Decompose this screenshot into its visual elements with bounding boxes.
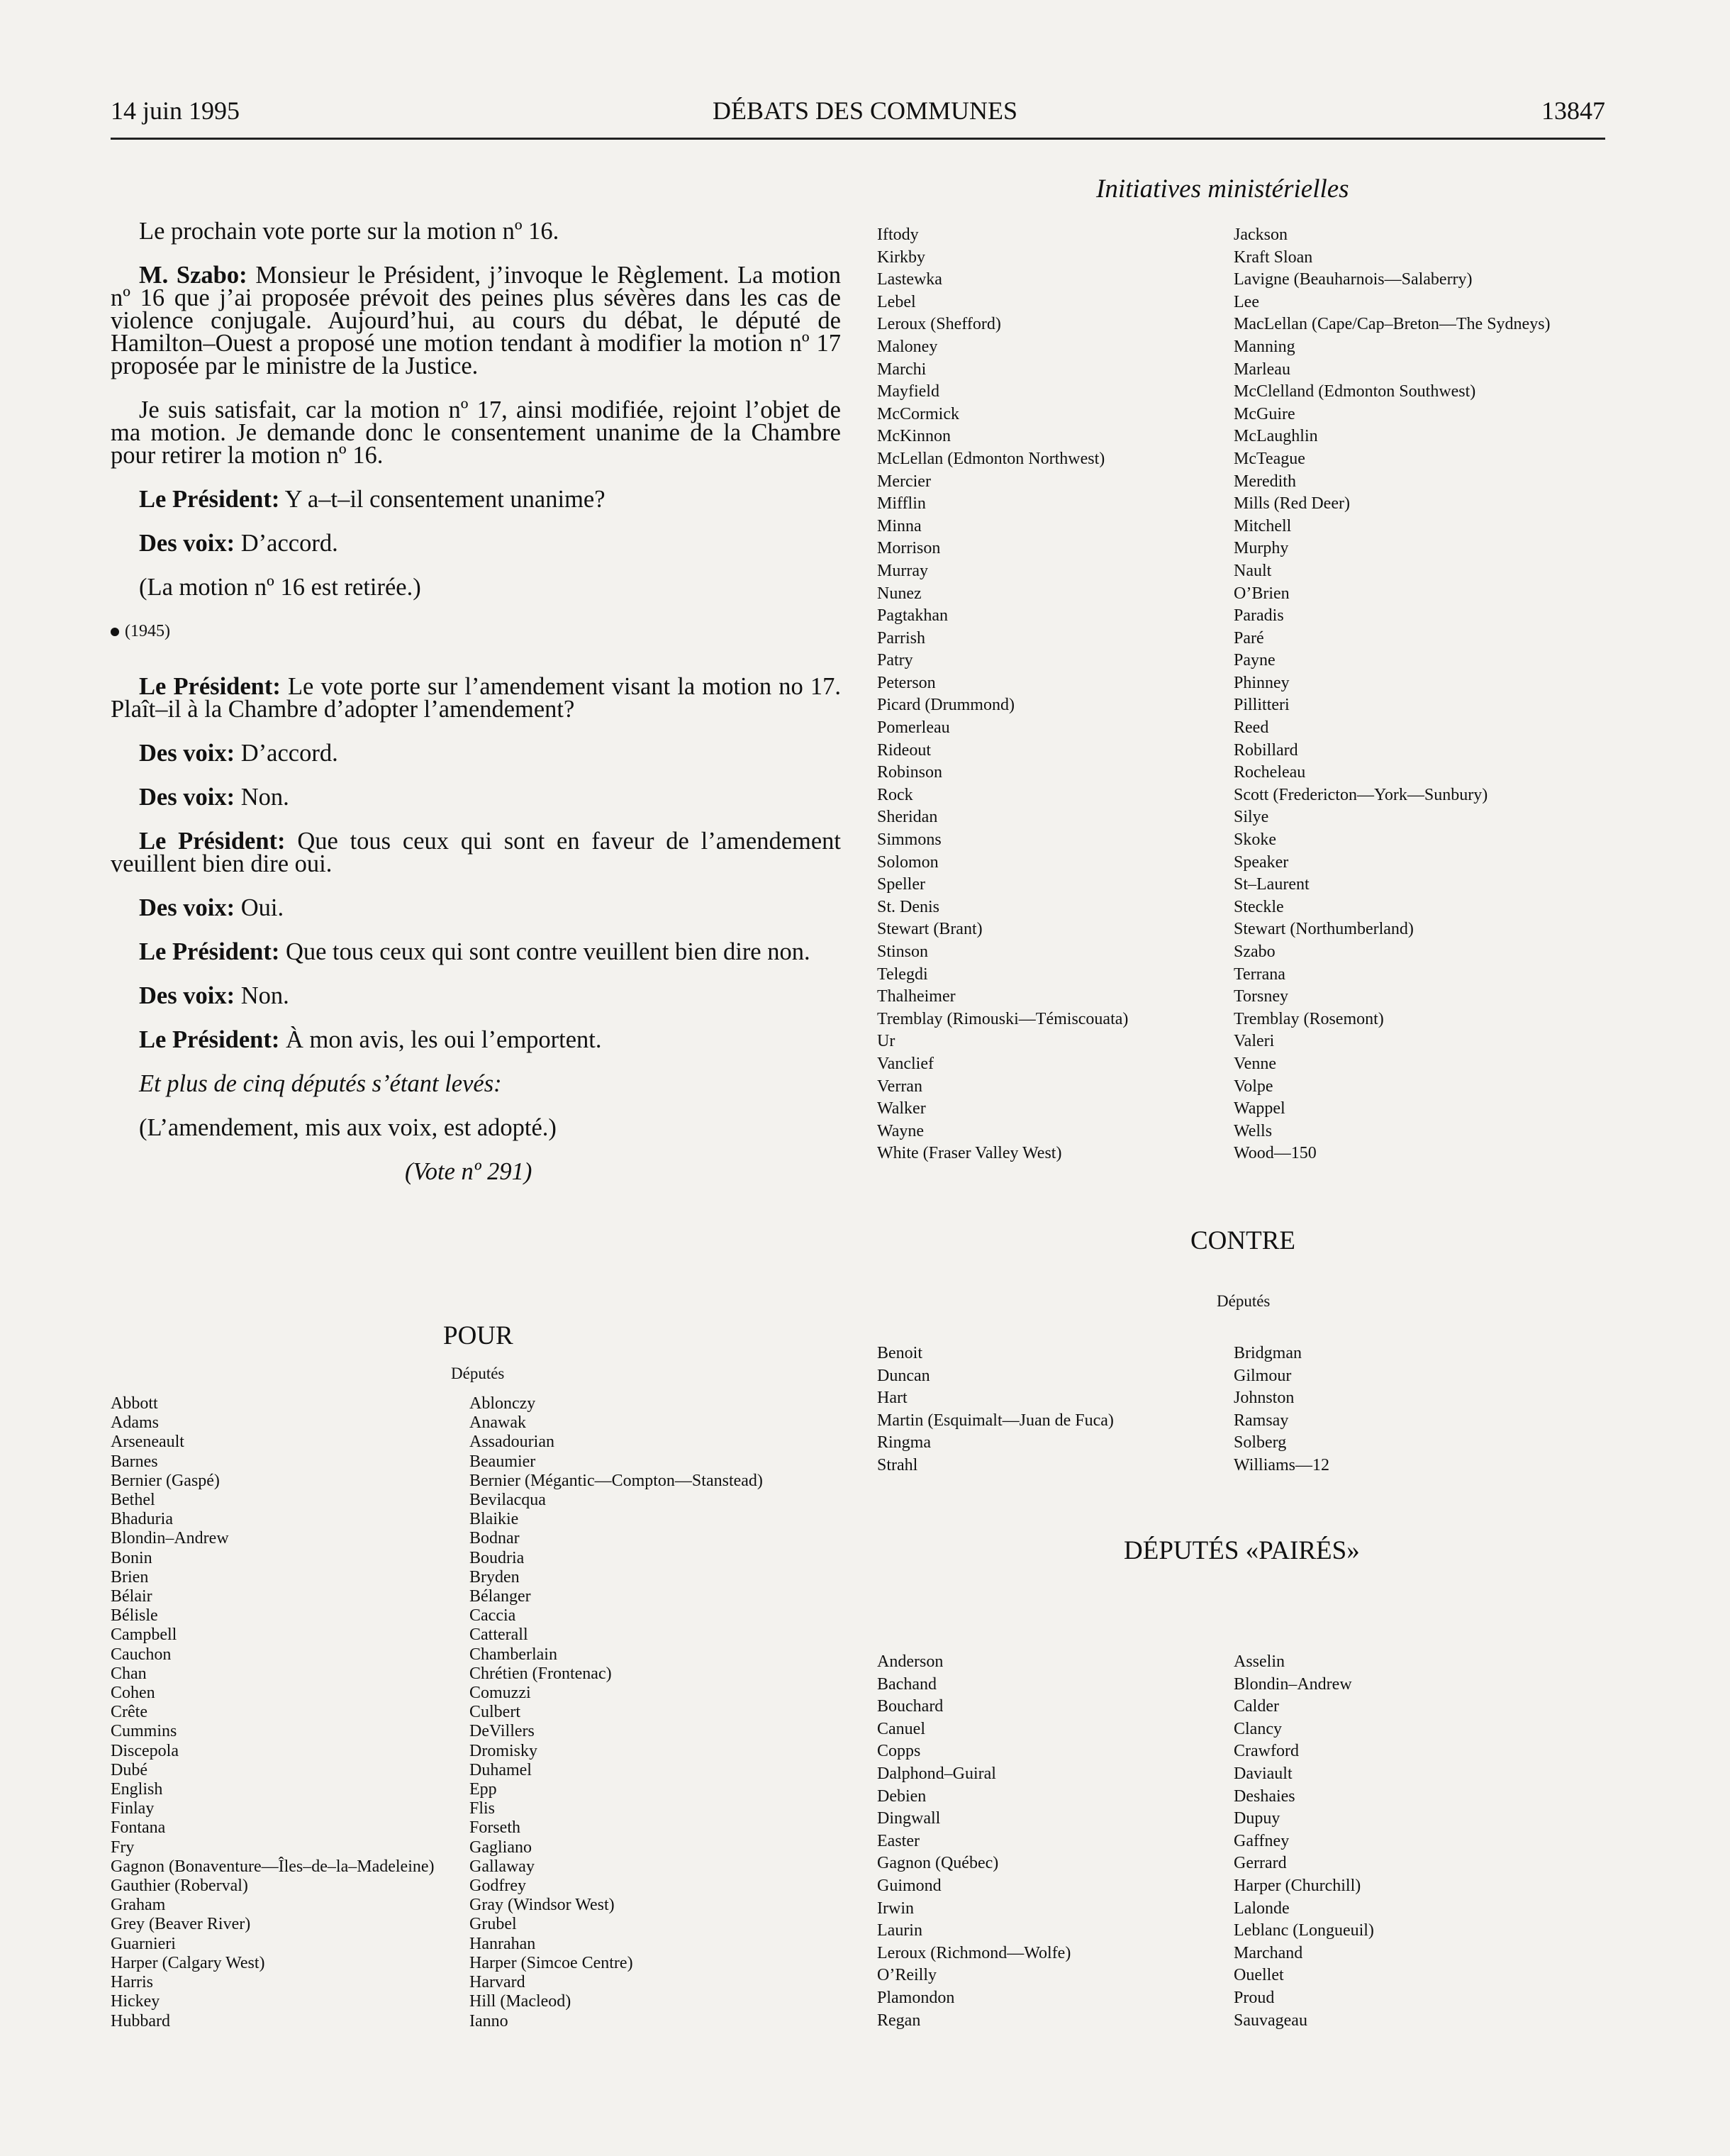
member-name: Kraft Sloan xyxy=(1234,248,1313,267)
member-name: Regan xyxy=(877,2011,921,2030)
member-name: Calder xyxy=(1234,1697,1279,1716)
member-name: Mifflin xyxy=(877,494,926,513)
member-name: Robillard xyxy=(1234,740,1298,760)
member-name: Pomerleau xyxy=(877,718,950,738)
member-name: Irwin xyxy=(877,1899,914,1918)
member-name: McKinnon xyxy=(877,427,951,446)
member-name: Anderson xyxy=(877,1652,944,1671)
member-name: Benoit xyxy=(877,1344,922,1362)
member-name: O’Reilly xyxy=(877,1966,937,1985)
member-name: Bélanger xyxy=(469,1587,531,1606)
paragraph xyxy=(111,220,841,243)
member-name: Dromisky xyxy=(469,1741,537,1760)
member-name: Bélisle xyxy=(111,1606,158,1626)
member-name: Dalphond–Guiral xyxy=(877,1764,996,1783)
member-name: Harper (Simcoe Centre) xyxy=(469,1953,633,1972)
member-name: Sauvageau xyxy=(1234,2011,1307,2030)
member-name: Fry xyxy=(111,1838,135,1857)
member-name: Jackson xyxy=(1234,226,1288,244)
member-name: Caccia xyxy=(469,1606,516,1626)
member-name: Finlay xyxy=(111,1799,155,1818)
member-name: Iftody xyxy=(877,226,919,244)
paragraph xyxy=(111,675,841,721)
contre-column-1 xyxy=(877,1343,1114,1477)
member-name: Mercier xyxy=(877,472,931,491)
member-name: White (Fraser Valley West) xyxy=(877,1144,1062,1163)
paragraphs-before-break xyxy=(111,220,841,599)
speaker-name: Des voix: xyxy=(139,784,235,811)
member-name: Stewart (Brant) xyxy=(877,920,983,939)
member-name: Tremblay (Rimouski—Témiscouata) xyxy=(877,1009,1129,1028)
member-name: Rock xyxy=(877,785,913,804)
member-name: Terrana xyxy=(1234,965,1285,984)
member-name: Grey (Beaver River) xyxy=(111,1915,251,1934)
section-title: Initiatives ministérielles xyxy=(1096,174,1349,204)
vote-number: (Vote nº 291) xyxy=(405,1158,532,1185)
member-name: Easter xyxy=(877,1831,920,1850)
member-name: Crawford xyxy=(1234,1742,1299,1761)
member-name: Blondin–Andrew xyxy=(111,1529,229,1548)
pour-column-2 xyxy=(469,1394,763,2031)
member-name: St–Laurent xyxy=(1234,875,1310,894)
contre-subheading: Députés xyxy=(1217,1292,1271,1310)
member-name: Walker xyxy=(877,1099,926,1118)
member-name: Meredith xyxy=(1234,472,1296,491)
member-name: Stewart (Northumberland) xyxy=(1234,920,1414,939)
member-name: DeVillers xyxy=(469,1722,535,1741)
member-name: Harper (Calgary West) xyxy=(111,1953,265,1972)
member-name: Beaumier xyxy=(469,1452,536,1471)
member-name: Bouchard xyxy=(877,1697,944,1716)
member-name: O’Brien xyxy=(1234,584,1290,603)
member-name: Vanclief xyxy=(877,1054,934,1073)
member-name: Leroux (Richmond—Wolfe) xyxy=(877,1943,1071,1962)
member-name: Speaker xyxy=(1234,852,1289,872)
member-name: Simmons xyxy=(877,830,942,850)
paragraph xyxy=(111,742,841,765)
member-name: Patry xyxy=(877,651,913,670)
member-name: Wappel xyxy=(1234,1099,1285,1118)
member-name: Clancy xyxy=(1234,1719,1282,1738)
member-name: MacLellan (Cape/Cap–Breton—The Sydneys) xyxy=(1234,315,1551,334)
member-name: Telegdi xyxy=(877,965,928,984)
header-title: DÉBATS DES COMMUNES xyxy=(712,96,1018,125)
paragraph xyxy=(111,984,841,1007)
member-name: Silye xyxy=(1234,808,1269,827)
member-name: Guarnieri xyxy=(111,1934,176,1953)
paragraph xyxy=(111,1028,841,1051)
member-name: Solberg xyxy=(1234,1433,1287,1452)
member-name: Gaffney xyxy=(1234,1831,1290,1850)
member-name: Ablonczy xyxy=(469,1394,536,1413)
pour-column-3 xyxy=(877,224,1128,1165)
member-name: Lalonde xyxy=(1234,1899,1290,1918)
member-name: Chrétien (Frontenac) xyxy=(469,1664,612,1683)
member-name: Leblanc (Longueuil) xyxy=(1234,1921,1374,1940)
member-name: Manning xyxy=(1234,337,1295,356)
speaker-name: Le Président: xyxy=(139,1026,280,1053)
member-name: Ouellet xyxy=(1234,1966,1284,1985)
member-name: Williams—12 xyxy=(1234,1455,1330,1474)
pour-subheading: Députés xyxy=(451,1365,505,1382)
header-date: 14 juin 1995 xyxy=(111,96,240,125)
member-name: Bethel xyxy=(111,1491,155,1510)
member-name: Ramsay xyxy=(1234,1411,1289,1430)
member-name: Campbell xyxy=(111,1626,177,1645)
speaker-name: Des voix: xyxy=(139,894,235,921)
contre-column-2 xyxy=(1234,1343,1329,1477)
member-name: Maloney xyxy=(877,337,938,356)
member-name: Cummins xyxy=(111,1722,177,1741)
member-name: Leroux (Shefford) xyxy=(877,315,1001,334)
member-name: Wells xyxy=(1234,1121,1273,1140)
member-name: Fontana xyxy=(111,1818,166,1838)
member-name: Marchi xyxy=(877,360,927,379)
member-name: Robinson xyxy=(877,763,943,782)
time-mark: (1945) xyxy=(111,620,841,643)
member-name: Lee xyxy=(1234,292,1259,311)
paragraph xyxy=(111,784,841,811)
paires-column-1 xyxy=(877,1651,1071,2032)
member-name: Proud xyxy=(1234,1988,1275,2007)
member-name: Gagnon (Québec) xyxy=(877,1854,999,1873)
member-name: Deshaies xyxy=(1234,1787,1295,1806)
member-name: Gagnon (Bonaventure—Îles–de–la–Madeleine) xyxy=(111,1857,435,1876)
member-name: Valeri xyxy=(1234,1032,1275,1051)
paragraph xyxy=(111,576,841,599)
member-name: Gray (Windsor West) xyxy=(469,1896,615,1915)
member-name: Cauchon xyxy=(111,1645,172,1664)
speaker-name: M. Szabo: xyxy=(139,262,247,289)
paragraph-text: (La motion nº 16 est retirée.) xyxy=(139,574,421,601)
member-name: Dupuy xyxy=(1234,1809,1280,1828)
member-name: Bonin xyxy=(111,1548,152,1567)
member-name: Duncan xyxy=(877,1366,930,1385)
member-name: Thalheimer xyxy=(877,987,956,1006)
member-name: Gerrard xyxy=(1234,1854,1287,1873)
member-name: Pillitteri xyxy=(1234,696,1290,715)
paragraph-text: Le prochain vote porte sur la motion nº 16. xyxy=(139,218,559,245)
member-name: Bodnar xyxy=(469,1529,520,1548)
member-name: Murray xyxy=(877,561,928,580)
member-name: Scott (Fredericton—York—Sunbury) xyxy=(1234,785,1488,804)
member-name: McTeague xyxy=(1234,449,1305,468)
member-name: Reed xyxy=(1234,718,1269,738)
paragraph xyxy=(111,264,841,377)
speaker-name: Des voix: xyxy=(139,982,235,1009)
member-name: Lastewka xyxy=(877,270,942,289)
paragraph xyxy=(111,396,841,469)
member-name: Guimond xyxy=(877,1876,942,1895)
paragraph-text: Non. xyxy=(235,982,289,1009)
member-name: McLaughlin xyxy=(1234,427,1318,446)
member-name: Bridgman xyxy=(1234,1344,1302,1362)
paragraph-text: Non. xyxy=(235,784,289,811)
member-name: Hart xyxy=(877,1389,908,1408)
member-name: Cohen xyxy=(111,1684,155,1703)
member-name: Anawak xyxy=(469,1413,526,1433)
member-name: Laurin xyxy=(877,1921,922,1940)
member-name: Blaikie xyxy=(469,1510,519,1529)
contre-heading: CONTRE xyxy=(1190,1226,1295,1255)
member-name: Bernier (Mégantic—Compton—Stanstead) xyxy=(469,1471,763,1490)
paragraph-text: Monsieur le Président, j’invoque le Règlement. La motion nº 16 que j’ai proposée prévoit des peines plus sévères dans les cas de violence conjugale. Aujourd’hui, au cours du débat, le député de Hamilton–Ouest a proposé une motion tendant à modifier la motion nº 17 proposée par le ministre de la Justice. xyxy=(111,262,841,379)
member-name: Culbert xyxy=(469,1703,520,1722)
member-name: Bhaduria xyxy=(111,1510,173,1529)
speaker-name: Le Président: xyxy=(139,938,280,965)
member-name: McGuire xyxy=(1234,404,1295,423)
member-name: Nunez xyxy=(877,584,922,603)
member-name: Stinson xyxy=(877,943,929,961)
paires-column-2 xyxy=(1234,1651,1374,2032)
member-name: Plamondon xyxy=(877,1988,955,2007)
speaker-name: Le Président: xyxy=(139,486,280,513)
member-name: Blondin–Andrew xyxy=(1234,1674,1352,1694)
member-name: Picard (Drummond) xyxy=(877,696,1015,715)
member-name: Bachand xyxy=(877,1674,937,1694)
member-name: Godfrey xyxy=(469,1877,526,1896)
member-name: Mayfield xyxy=(877,382,939,401)
adopted-line: (L’amendement, mis aux voix, est adopté.) xyxy=(139,1114,557,1141)
member-name: Speller xyxy=(877,875,925,894)
member-name: Morrison xyxy=(877,539,941,558)
member-name: Canuel xyxy=(877,1719,925,1738)
member-name: Torsney xyxy=(1234,987,1288,1006)
member-name: Abbott xyxy=(111,1394,158,1413)
member-name: Phinney xyxy=(1234,673,1290,692)
member-name: Sheridan xyxy=(877,808,938,827)
paragraph-text: Que tous ceux qui sont en faveur de l’amendement veuillent bien dire oui. xyxy=(111,828,841,877)
paragraph-text: D’accord. xyxy=(235,740,338,767)
member-name: Rocheleau xyxy=(1234,763,1306,782)
member-name: Peterson xyxy=(877,673,936,692)
member-name: Rideout xyxy=(877,740,931,760)
member-name: Marchand xyxy=(1234,1943,1303,1962)
member-name: Chamberlain xyxy=(469,1645,557,1664)
member-name: Grubel xyxy=(469,1915,517,1934)
header-rule xyxy=(111,138,1605,140)
member-name: Paré xyxy=(1234,628,1264,648)
member-name: English xyxy=(111,1780,163,1799)
paragraph-text: Y a–t–il consentement unanime? xyxy=(279,486,606,513)
member-name: Parrish xyxy=(877,628,925,648)
paragraph xyxy=(111,940,841,963)
member-name: Duhamel xyxy=(469,1760,532,1779)
member-name: Arseneault xyxy=(111,1433,184,1452)
member-name: Barnes xyxy=(111,1452,158,1471)
paragraph-text: Je suis satisfait, car la motion nº 17, ainsi modifiée, rejoint l’objet de ma motion. Je demande donc le consentement unanime de la Chambre pour retirer la motion nº 16. xyxy=(111,396,841,469)
member-name: Payne xyxy=(1234,651,1276,670)
member-name: Gauthier (Roberval) xyxy=(111,1877,248,1896)
member-name: Hickey xyxy=(111,1992,160,2011)
paragraph-text: Oui. xyxy=(235,894,284,921)
member-name: Nault xyxy=(1234,561,1272,580)
member-name: Paradis xyxy=(1234,606,1284,626)
member-name: Asselin xyxy=(1234,1652,1285,1671)
member-name: Debien xyxy=(877,1787,927,1806)
speaker-name: Le Président: xyxy=(139,673,281,700)
member-name: Epp xyxy=(469,1780,497,1799)
paragraph-text: Que tous ceux qui sont contre veuillent bien dire non. xyxy=(279,938,810,965)
paragraph-text: À mon avis, les oui l’emportent. xyxy=(279,1026,602,1053)
member-name: Harper (Churchill) xyxy=(1234,1876,1361,1895)
member-name: Bélair xyxy=(111,1587,152,1606)
member-name: Szabo xyxy=(1234,943,1276,961)
member-name: Hanrahan xyxy=(469,1934,536,1953)
member-name: McClelland (Edmonton Southwest) xyxy=(1234,382,1476,401)
paragraph-text: D’accord. xyxy=(235,530,338,557)
member-name: Ianno xyxy=(469,2011,508,2030)
member-name: Daviault xyxy=(1234,1764,1293,1783)
member-name: Verran xyxy=(877,1077,922,1096)
member-name: Ur xyxy=(877,1032,895,1051)
member-name: Venne xyxy=(1234,1054,1276,1073)
paragraphs-after-break xyxy=(111,675,841,1051)
speaker-name: Des voix: xyxy=(139,530,235,557)
member-name: Copps xyxy=(877,1742,921,1761)
paragraph xyxy=(111,830,841,875)
member-name: Bryden xyxy=(469,1567,520,1587)
member-name: Skoke xyxy=(1234,830,1276,850)
member-name: Wayne xyxy=(877,1121,925,1140)
member-name: Dubé xyxy=(111,1760,147,1779)
member-name: St. Denis xyxy=(877,897,940,916)
member-name: Harris xyxy=(111,1973,153,1992)
member-name: Lebel xyxy=(877,292,916,311)
member-name: Crête xyxy=(111,1703,147,1722)
member-name: Wood—150 xyxy=(1234,1144,1317,1163)
member-name: Lavigne (Beauharnois—Salaberry) xyxy=(1234,270,1473,289)
member-name: Strahl xyxy=(877,1455,918,1474)
member-name: Dingwall xyxy=(877,1809,941,1828)
member-name: Forseth xyxy=(469,1818,520,1838)
member-name: Pagtakhan xyxy=(877,606,948,626)
paires-heading: DÉPUTÉS «PAIRÉS» xyxy=(1124,1536,1360,1565)
member-name: Steckle xyxy=(1234,897,1284,916)
member-name: Marleau xyxy=(1234,360,1290,379)
member-name: Harvard xyxy=(469,1973,525,1992)
member-name: Hill (Macleod) xyxy=(469,1992,571,2011)
member-name: Ringma xyxy=(877,1433,931,1452)
member-name: Mitchell xyxy=(1234,516,1292,535)
member-name: Mills (Red Deer) xyxy=(1234,494,1350,513)
italic-line: Et plus de cinq députés s’étant levés: xyxy=(139,1070,502,1097)
debate-text xyxy=(111,220,841,1204)
member-name: Boudria xyxy=(469,1548,525,1567)
pour-heading: POUR xyxy=(443,1321,513,1350)
member-name: Graham xyxy=(111,1896,166,1915)
member-name: Solomon xyxy=(877,852,939,872)
header-page-number: 13847 xyxy=(1541,96,1605,125)
member-name: Volpe xyxy=(1234,1077,1273,1096)
member-name: Brien xyxy=(111,1567,149,1587)
member-name: Bevilacqua xyxy=(469,1491,546,1510)
member-name: McCormick xyxy=(877,404,959,423)
member-name: Gilmour xyxy=(1234,1366,1292,1385)
member-name: Murphy xyxy=(1234,539,1289,558)
member-name: Tremblay (Rosemont) xyxy=(1234,1009,1384,1028)
member-name: Bernier (Gaspé) xyxy=(111,1471,220,1490)
member-name: Gagliano xyxy=(469,1838,532,1857)
member-name: Flis xyxy=(469,1799,496,1818)
member-name: Adams xyxy=(111,1413,159,1433)
member-name: Kirkby xyxy=(877,248,925,267)
member-name: Johnston xyxy=(1234,1389,1295,1408)
member-name: Catterall xyxy=(469,1626,528,1645)
bullet-icon xyxy=(111,628,119,636)
member-name: Martin (Esquimalt—Juan de Fuca) xyxy=(877,1411,1114,1430)
pour-column-4 xyxy=(1234,224,1551,1165)
speaker-name: Des voix: xyxy=(139,740,235,767)
member-name: Chan xyxy=(111,1664,147,1683)
paragraph xyxy=(111,532,841,555)
member-name: Minna xyxy=(877,516,922,535)
member-name: Discepola xyxy=(111,1741,179,1760)
member-name: Assadourian xyxy=(469,1433,554,1452)
member-name: Hubbard xyxy=(111,2011,170,2030)
paragraph xyxy=(111,488,841,511)
pour-column-1 xyxy=(111,1394,435,2031)
member-name: Comuzzi xyxy=(469,1684,531,1703)
member-name: McLellan (Edmonton Northwest) xyxy=(877,449,1105,468)
paragraph xyxy=(111,896,841,919)
speaker-name: Le Président: xyxy=(139,828,286,855)
member-name: Gallaway xyxy=(469,1857,535,1876)
paragraph-text: Le vote porte sur l’amendement visant la motion no 17. Plaît–il à la Chambre d’adopter l’amendement? xyxy=(111,673,842,723)
